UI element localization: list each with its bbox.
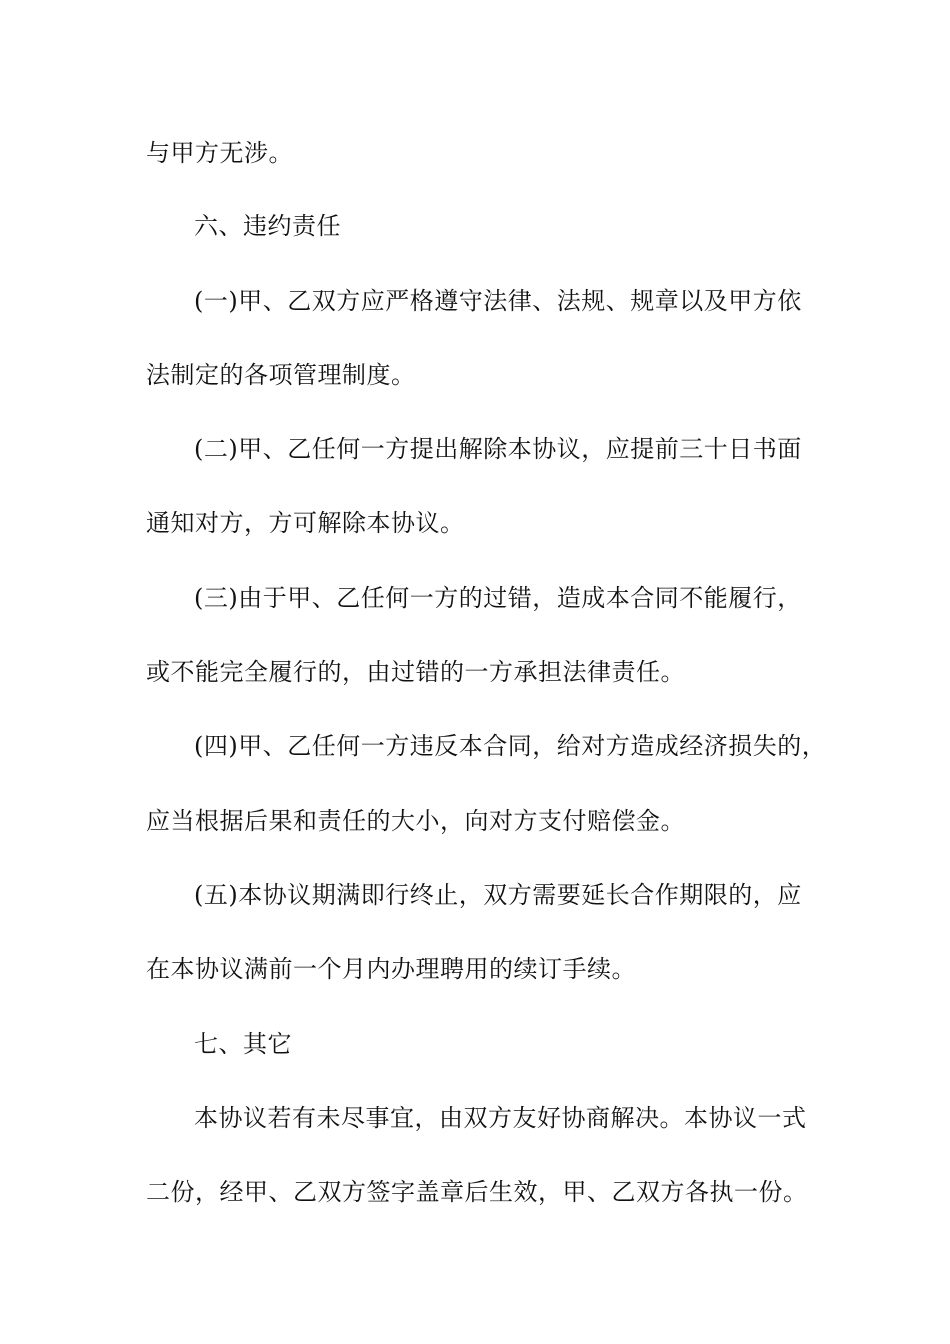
paragraph-line: (三)由于甲、乙任何一方的过错，造成本合同不能履行， <box>194 584 802 612</box>
paragraph-line: (四)甲、乙任何一方违反本合同，给对方造成经济损失的， <box>194 732 827 760</box>
paragraph-line: 法制定的各项管理制度。 <box>146 361 416 389</box>
section-heading: 七、其它 <box>194 1030 292 1058</box>
paragraph-line: (一)甲、乙双方应严格遵守法律、法规、规章以及甲方依 <box>194 287 802 315</box>
paragraph-line: 本协议若有未尽事宜，由双方友好协商解决。本协议一式 <box>194 1104 807 1132</box>
paragraph-line: 或不能完全履行的，由过错的一方承担法律责任。 <box>146 658 685 686</box>
paragraph-line: 与甲方无涉。 <box>146 139 293 167</box>
paragraph-line: 应当根据后果和责任的大小，向对方支付赔偿金。 <box>146 807 685 835</box>
section-heading: 六、违约责任 <box>194 212 341 240</box>
paragraph-line: (二)甲、乙任何一方提出解除本协议，应提前三十日书面 <box>194 435 802 463</box>
paragraph-line: (五)本协议期满即行终止，双方需要延长合作期限的，应 <box>194 881 802 909</box>
paragraph-line: 二份，经甲、乙双方签字盖章后生效，甲、乙双方各执一份。 <box>146 1178 808 1206</box>
paragraph-line: 通知对方，方可解除本协议。 <box>146 509 465 537</box>
paragraph-line: 在本协议满前一个月内办理聘用的续订手续。 <box>146 955 636 983</box>
